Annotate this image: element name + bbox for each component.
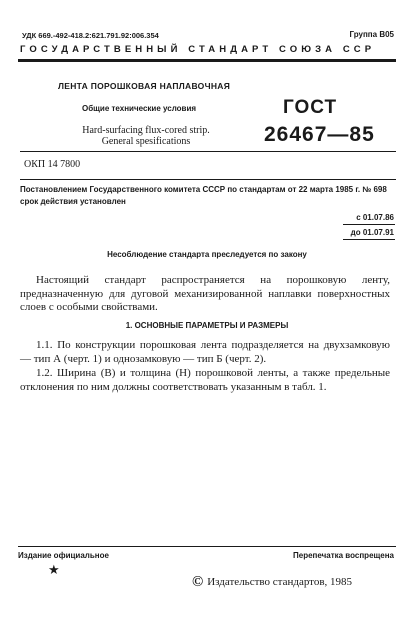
okp-code: ОКП 14 7800	[24, 159, 81, 170]
standard-line: ГОСУДАРСТВЕННЫЙ СТАНДАРТ СОЮЗА ССР	[20, 44, 376, 55]
divider-bottom	[20, 179, 396, 180]
title-en-line1: Hard-surfacing flux-cored strip.	[82, 125, 210, 136]
decree-text: Постановлением Государственного комитета СССР по стандартам от 22 марта 1985 г. № 698 срок действия установлен	[20, 185, 387, 206]
noncompliance-notice: Несоблюдение стандарта преследуется по закону	[107, 250, 307, 259]
udk-code: УДК 669.-492-418.2:621.791.92:006.354	[22, 31, 159, 40]
gost-number: 26467—85	[264, 123, 375, 146]
document-title-ru: ЛЕНТА ПОРОШКОВАЯ НАПЛАВОЧНАЯ	[58, 81, 231, 91]
copyright-text: Издательство стандартов, 1985	[207, 576, 353, 588]
copyright-line	[192, 574, 352, 591]
document-subtitle-ru: Общие технические условия	[82, 104, 197, 113]
section-heading: 1. ОСНОВНЫЕ ПАРАМЕТРЫ И РАЗМЕРЫ	[125, 321, 289, 330]
gost-label: ГОСТ	[283, 97, 338, 118]
divider-top	[20, 151, 396, 152]
header-rule	[18, 59, 396, 62]
document-title-en	[56, 125, 236, 147]
star-icon: ★	[48, 562, 60, 577]
edition-note: Издание официальное	[18, 551, 109, 560]
footer-rule	[18, 546, 396, 547]
validity-rule-2	[343, 239, 395, 240]
validity-rule-1	[343, 224, 395, 225]
title-en-line2: General spesifications	[101, 136, 191, 147]
reprint-note: Перепечатка воспрещена	[293, 551, 394, 560]
paragraph-1-1: 1.1. По конструкции порошковая лента подразделяется на двухзамковую — тип А (черт. 1) и однозамковую — тип Б (черт. 2).	[20, 339, 390, 365]
validity-to: до 01.07.91	[350, 228, 394, 237]
paragraph-1-2: 1.2. Ширина (B) и толщина (H) порошковой ленты, а также предельные отклонения по ним должны соответствовать указанным в табл. 1.	[20, 367, 390, 393]
validity-from: с 01.07.86	[356, 213, 394, 222]
group-code: Группа В05	[349, 30, 394, 39]
copyright-icon: ©	[192, 574, 204, 590]
intro-paragraph: Настоящий стандарт распространяется на порошковую ленту, предназначенную для дуговой механизированной наплавки поверхностных слоев с особыми свойствами.	[20, 274, 390, 313]
